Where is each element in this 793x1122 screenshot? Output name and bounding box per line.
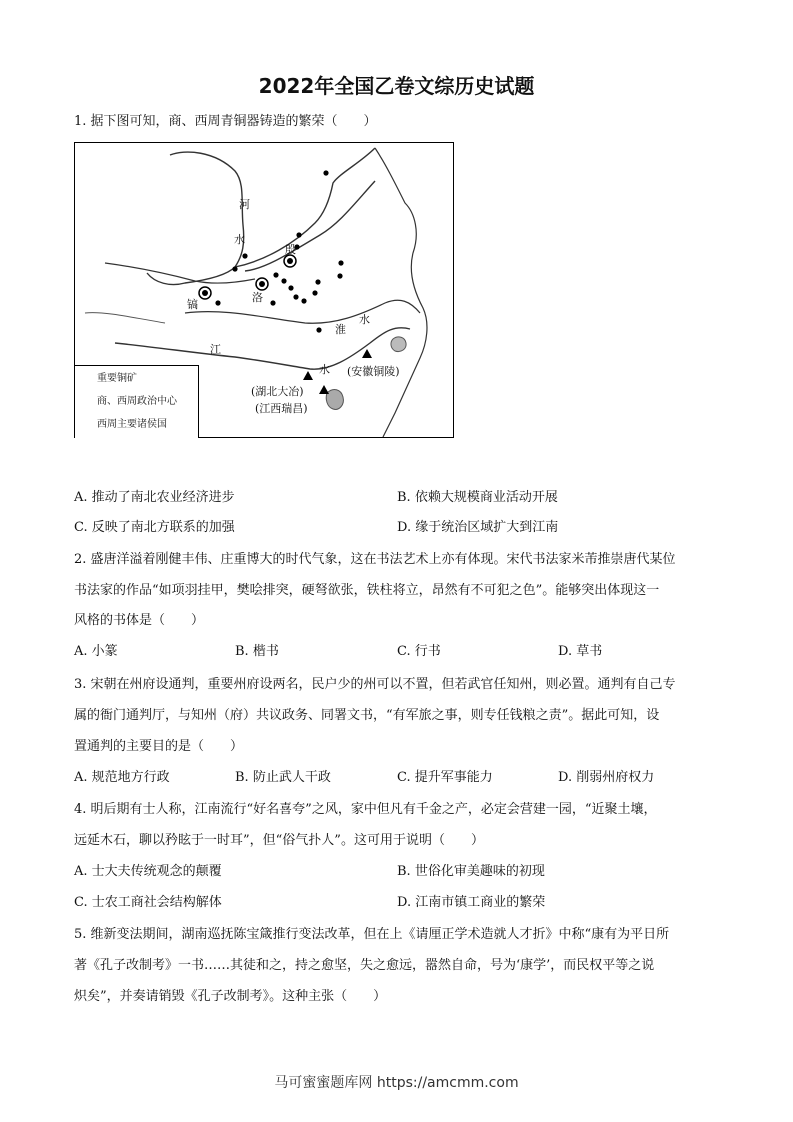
label-anhui: (安徽铜陵) [347,365,400,378]
q1-option-d: D. 缘于统治区域扩大到江南 [397,520,559,535]
q3-option-c: C. 提升军事能力 [397,770,493,785]
q4-option-b: B. 世俗化审美趣味的初现 [397,864,545,879]
q2-line-2: 书法家的作品“如项羽挂甲，樊哙排突，硬弩欲张，铁柱将立，昂然有不可犯之色”。能够突出体现这一 [74,583,660,598]
legend-mine: 重要铜矿 [97,373,137,384]
page-title: 2022年全国乙卷文综历史试题 [258,74,535,98]
q2-line-1: 2. 盛唐洋溢着刚健丰伟、庄重博大的时代气象，这在书法艺术上亦有体现。宋代书法家米芾推崇唐代某位 [74,552,676,567]
legend-vassal: 西周主要诸侯国 [97,419,167,430]
label-shui-yellow: 水 [234,233,245,246]
q1-stem: 1. 据下图可知，商、西周青铜器铸造的繁荣（ ） [74,114,377,129]
q2-option-c: C. 行书 [397,644,441,659]
q1-option-a: A. 推动了南北农业经济进步 [74,490,235,505]
wei-river [105,263,255,283]
bronze-map [74,142,454,438]
label-shui-jiang: 水 [319,363,330,376]
q2-option-a: A. 小篆 [74,644,118,659]
q3-option-b: B. 防止武人干政 [235,770,331,785]
label-huai: 淮 [335,323,346,336]
q3-option-d: D. 削弱州府权力 [558,770,655,785]
q5-line-1: 5. 维新变法期间，湖南巡抚陈宝箴推行变法改革，但在上《请厘正学术造就人才折》中称“康有为平日所 [74,927,670,942]
label-jiang: 江 [210,343,221,356]
legend-capital: 商、西周政治中心 [97,396,177,407]
vassal-dots [215,170,343,332]
q3-line-2: 属的衙门通判厅，与知州（府）共议政务、同署文书，“有军旅之事，则专任钱粮之责”。据此可知，设 [74,708,660,723]
label-hao: 镐 [187,298,198,311]
lake-east [391,337,406,352]
map-legend [75,365,199,438]
q3-option-a: A. 规范地方行政 [74,770,170,785]
upper-river [85,313,165,323]
q4-line-1: 4. 明后期有士人称，江南流行“好名喜夸”之风，家中但凡有千金之产，必定会营建一园，“近聚土壤， [74,802,657,817]
q4-line-2: 远延木石，聊以矜眩于一时耳”，但“俗气扑人”。这可用于说明（ ） [74,833,484,848]
lake [326,390,343,410]
q2-option-b: B. 楷书 [235,644,279,659]
label-shui-huai: 水 [359,313,370,326]
q1-option-c: C. 反映了南北方联系的加强 [74,520,235,535]
q5-line-2: 著《孔子改制考》一书……其徒和之，持之愈坚，失之愈远，嚣然自命，号为‘康学’，而民权平等之说 [74,958,655,973]
footer-watermark[interactable]: 马可蜜蜜题库网 https://amcmm.com [274,1075,519,1091]
label-jiangxi: (江西瑞昌) [255,402,308,415]
label-he: 河 [239,198,250,211]
q3-line-3: 置通判的主要目的是（ ） [74,739,244,754]
label-hubei: (湖北大冶) [251,385,304,398]
q3-line-1: 3. 宋朝在州府设通判，重要州府设两名，民户少的州可以不置，但若武官任知州，则必置。通判有自己专 [74,677,676,692]
q4-option-a: A. 士大夫传统观念的颠覆 [74,864,222,879]
q2-line-3: 风格的书体是（ ） [74,613,205,628]
q5-line-3: 炽矣”，并奏请销毁《孔子改制考》。这种主张（ ） [74,989,387,1004]
capital-hao [199,287,211,299]
q1-option-b: B. 依赖大规模商业活动开展 [397,490,558,505]
q2-option-d: D. 草书 [558,644,603,659]
label-yin: 殷 [285,243,296,256]
q4-option-d: D. 江南市镇工商业的繁荣 [397,895,546,910]
label-luo: 洛 [252,291,263,304]
q4-option-c: C. 士农工商社会结构解体 [74,895,222,910]
coastline [375,148,427,437]
